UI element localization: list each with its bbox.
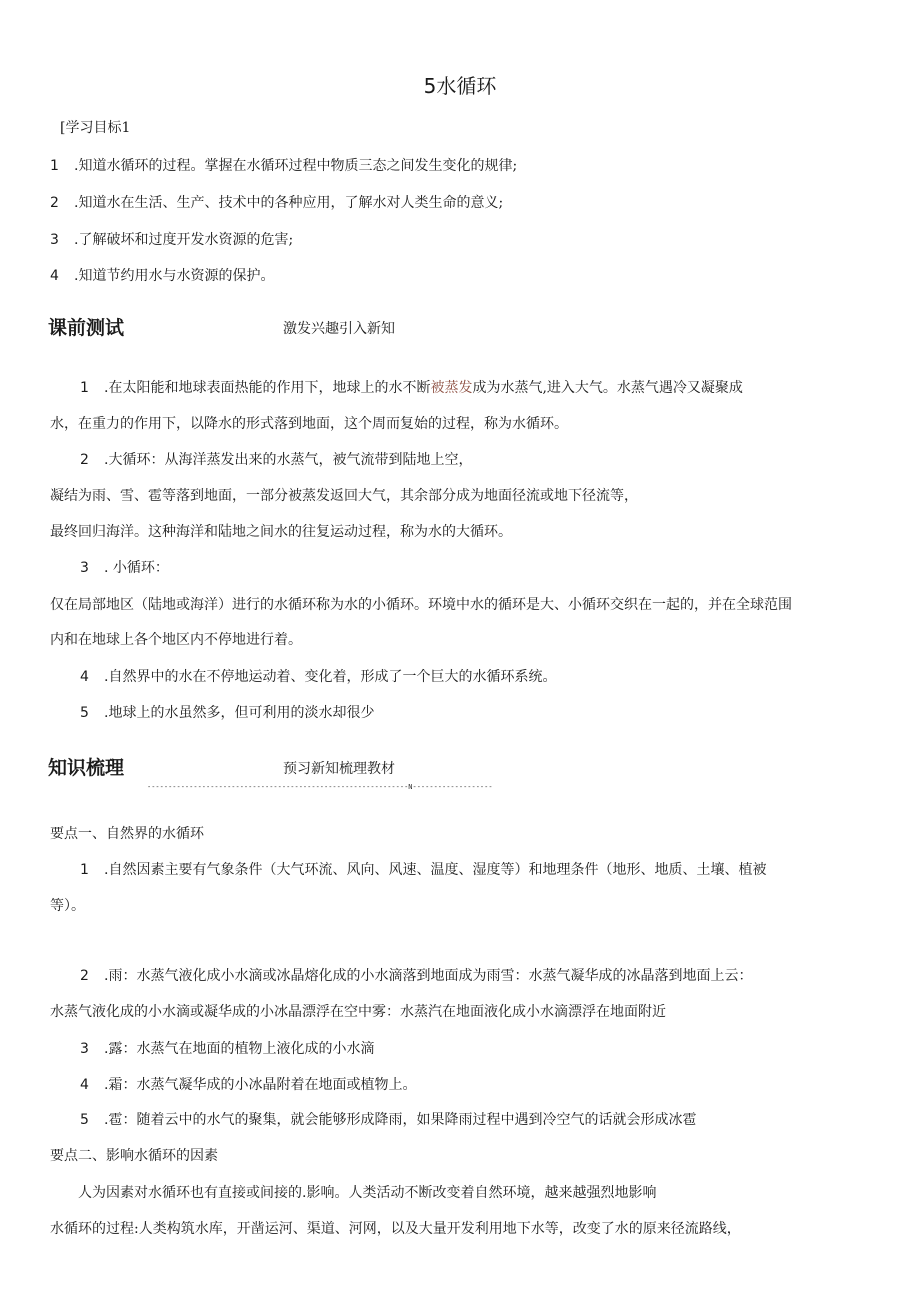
knowledge-item-4 bbox=[80, 1075, 416, 1095]
divider-line: --------------------------------------------------------------N------------------- bbox=[147, 783, 493, 791]
paragraph-line: 最终回归海洋。这种海洋和陆地之间水的往复运动过程，称为水的大循环。 bbox=[50, 524, 512, 540]
paragraph-text: 成为水蒸气,进入大气。水蒸气遇冷又凝聚成 bbox=[472, 380, 743, 396]
goal-text: .知道节约用水与水资源的保护。 bbox=[74, 268, 275, 284]
paragraph-text: .地球上的水虽然多，但可利用的淡水却很少 bbox=[104, 705, 375, 721]
goal-number: 2 bbox=[50, 195, 59, 211]
paragraph-number: 1 bbox=[80, 380, 89, 396]
goal-number: 3 bbox=[50, 232, 59, 248]
goal-text: .知道水在生活、生产、技术中的各种应用，了解水对人类生命的意义; bbox=[74, 195, 504, 211]
paragraph-number: 1 bbox=[80, 862, 89, 878]
goals-header: [学习目标1 bbox=[60, 120, 131, 136]
paragraph-line: 水蒸气液化成的小水滴或凝华成的小冰晶漂浮在空中雾：水蒸汽在地面液化成小水滴漂浮在地面附近 bbox=[50, 1004, 666, 1020]
paragraph-line: 水循环的过程:人类构筑水库，开凿运河、渠道、河网，以及大量开发利用地下水等，改变了水的原来径流路线， bbox=[50, 1221, 741, 1237]
paragraph-line: 内和在地球上各个地区内不停地进行着。 bbox=[50, 632, 302, 648]
paragraph-line: 凝结为雨、雪、雹等落到地面，一部分被蒸发返回大气，其余部分成为地面径流或地下径流等， bbox=[50, 488, 638, 504]
knowledge-item-1 bbox=[80, 860, 766, 880]
paragraph-number: 4 bbox=[80, 669, 89, 685]
goal-number: 1 bbox=[50, 158, 59, 174]
paragraph-text: .雹：随着云中的水气的聚集，就会能够形成降雨，如果降雨过程中遇到冷空气的话就会形成冰雹 bbox=[104, 1112, 697, 1128]
goal-text: .知道水循环的过程。掌握在水循环过程中物质三态之间发生变化的规律; bbox=[74, 158, 518, 174]
paragraph-text: .露：水蒸气在地面的植物上液化成的小水滴 bbox=[104, 1041, 375, 1057]
page-title: 5水循环 bbox=[423, 74, 497, 98]
goal-item bbox=[50, 156, 517, 176]
knowledge-item-3 bbox=[80, 1039, 374, 1059]
point-two-heading: 要点二、影响水循环的因素 bbox=[50, 1148, 218, 1164]
paragraph-line: 人为因素对水循环也有直接或间接的.影响。人类活动不断改变着自然环境，越来越强烈地影响 bbox=[78, 1185, 657, 1201]
paragraph-text: . 小循环： bbox=[104, 560, 169, 576]
knowledge-item-2 bbox=[80, 966, 752, 986]
paragraph-number: 2 bbox=[80, 452, 89, 468]
paragraph-number: 3 bbox=[80, 1041, 89, 1057]
goal-item bbox=[50, 230, 293, 250]
paragraph-text: .雨：水蒸气液化成小水滴或冰晶熔化成的小水滴落到地面成为雨雪：水蒸气凝华成的冰晶落到地面上云： bbox=[104, 968, 753, 984]
pretest-paragraph-3 bbox=[80, 558, 169, 578]
paragraph-number: 2 bbox=[80, 968, 89, 984]
pretest-paragraph-2 bbox=[80, 450, 472, 470]
paragraph-line: 仅在局部地区（陆地或海洋）进行的水循环称为水的小循环。环境中水的循环是大、小循环交织在一起的，并在全球范围 bbox=[50, 597, 792, 613]
highlighted-term: 被蒸发 bbox=[430, 380, 473, 396]
knowledge-item-5 bbox=[80, 1110, 696, 1130]
point-one-heading: 要点一、自然界的水循环 bbox=[50, 826, 204, 842]
knowledge-subtitle: 预习新知梳理教材 bbox=[283, 761, 395, 777]
pretest-paragraph-4 bbox=[80, 667, 556, 687]
paragraph-number: 5 bbox=[80, 705, 89, 721]
goal-number: 4 bbox=[50, 268, 59, 284]
pretest-subtitle: 激发兴趣引入新知 bbox=[283, 321, 395, 337]
paragraph-line: 水，在重力的作用下，以降水的形式落到地面，这个周而复始的过程，称为水循环。 bbox=[50, 416, 568, 432]
paragraph-text: .在太阳能和地球表面热能的作用下，地球上的水不断 bbox=[104, 380, 431, 396]
pretest-paragraph-1 bbox=[80, 378, 743, 398]
paragraph-text: .自然界中的水在不停地运动着、变化着，形成了一个巨大的水循环系统。 bbox=[104, 669, 557, 685]
paragraph-text: .大循环：从海洋蒸发出来的水蒸气，被气流带到陆地上空， bbox=[104, 452, 473, 468]
paragraph-text: .自然因素主要有气象条件（大气环流、风向、风速、温度、湿度等）和地理条件（地形、地质、土壤、植被 bbox=[104, 862, 767, 878]
knowledge-heading: 知识梳理 bbox=[48, 757, 125, 779]
goal-text: .了解破坏和过度开发水资源的危害; bbox=[74, 232, 294, 248]
pretest-heading: 课前测试 bbox=[48, 317, 125, 339]
paragraph-line: 等）。 bbox=[50, 898, 85, 914]
paragraph-number: 3 bbox=[80, 560, 89, 576]
paragraph-text: .霜：水蒸气凝华成的小冰晶附着在地面或植物上。 bbox=[104, 1077, 417, 1093]
paragraph-number: 4 bbox=[80, 1077, 89, 1093]
goal-item bbox=[50, 266, 274, 286]
pretest-paragraph-5 bbox=[80, 703, 374, 723]
paragraph-number: 5 bbox=[80, 1112, 89, 1128]
goal-item bbox=[50, 193, 503, 213]
